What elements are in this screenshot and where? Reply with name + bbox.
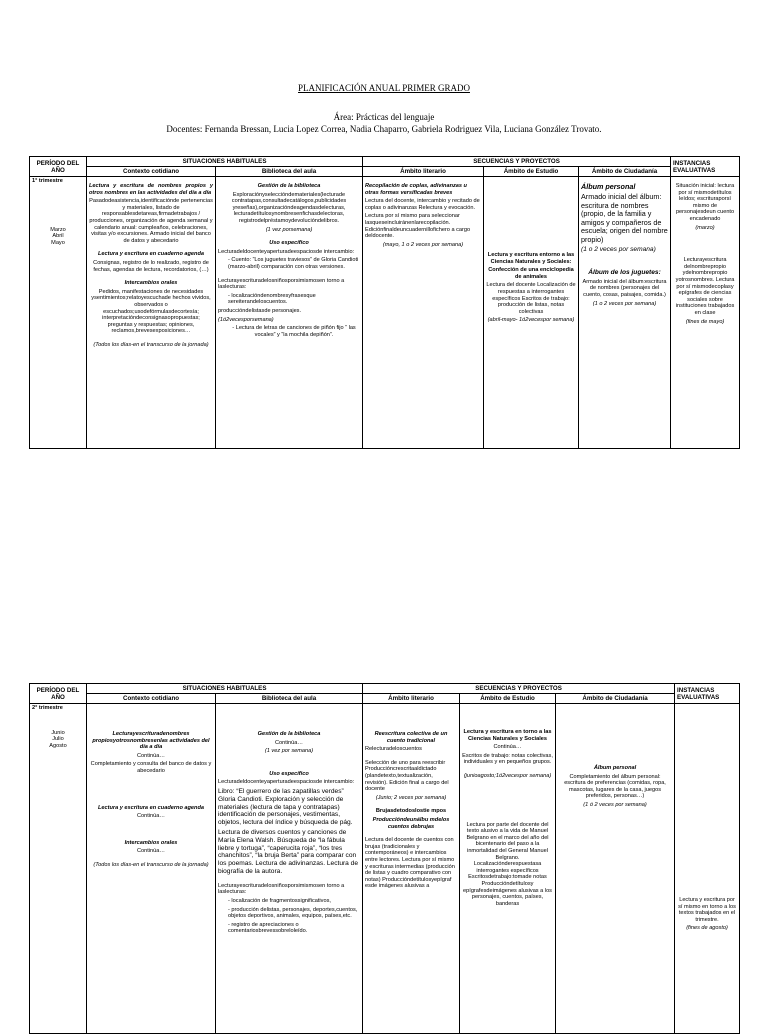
header-situaciones: SITUACIONES HABITUALES: [87, 157, 363, 167]
section-text: Lecturadeldocenteyaperturadeespaciosde intercambio:: [218, 779, 355, 786]
frequency-note: (abril-mayo- 1ó2vecespor semana): [487, 317, 575, 324]
section-heading: Lectura y escritura en cuaderno agenda: [97, 804, 204, 811]
section-heading: Lectura y escritura en torno a las Ciencias Naturales y Sociales: [463, 729, 552, 742]
frequency-note: (1 o 2 veces por semana): [581, 245, 656, 253]
section-heading: Lectura y escritura en cuaderno agenda: [97, 251, 204, 258]
header-periodo: PERÍODO DEL AÑO: [30, 684, 87, 704]
section-text: Relecturadeloscuentos: [365, 746, 422, 753]
plan-table-second-trimester: [29, 683, 740, 1034]
section-heading: Lectura y escritura entorno a las Ciencias Naturales y Sociales:: [487, 252, 575, 265]
section-text: Libro: “El guerrero de las zapatillas verdes” Gloria Candioti. Exploración y selección de materiales (lectura de tapa y contratapas) identificación de personajes, vestimentas, objetos, lectura del índice y búsqueda de pág.: [218, 787, 353, 827]
period-cell: [30, 704, 87, 1034]
section-heading: Intercambios orales: [124, 839, 178, 846]
section-heading: Brujasdetodoslostie mpos: [375, 808, 447, 815]
ciudadania-cell: [556, 704, 675, 1034]
instancias-cell: [675, 704, 740, 1034]
section-heading: Álbum personal: [593, 765, 637, 771]
frequency-note: (1ó2vecesporsemana): [218, 316, 274, 323]
month: Mayo: [51, 239, 65, 246]
header-literario: Ámbito literario: [363, 167, 484, 177]
plan-table-first-trimester: [29, 156, 740, 449]
literario-cell: [363, 177, 484, 449]
header-situaciones: SITUACIONES HABITUALES: [87, 684, 363, 694]
continues-text: Continúa…: [137, 752, 165, 759]
list-item: - Lectura de letras de canciones de piñón fijo “ las vocales” y “la mochila depiñón”.: [218, 325, 360, 338]
frequency-note: (junioagosto;1ó2vecespor semana): [463, 772, 552, 779]
instancias-cell: [671, 177, 740, 449]
list-item: - Cuento: “Los juguetes traviesos” de Gloria Candioti (marzo-abril) comparación con otras versiones.: [218, 257, 360, 270]
month: Agosto: [49, 742, 67, 749]
frequency-note: (Todos los días-en el transcurso de la jornada): [93, 341, 209, 348]
list-item: - registro de apreciaciones o comentariosbrevessobreloleído.: [218, 922, 360, 935]
section-heading: Reescritura colectiva de un cuento tradicional: [374, 731, 448, 744]
header-instancias: INSTANCIAS EVALUATIVAS: [671, 157, 740, 177]
list-item: - localización de fragmentossignificativos,: [218, 898, 360, 905]
section-text: Armado inicial del álbum:escritura de nombres (personajes del cuento, cosas, paisajes, comida.): [582, 278, 667, 298]
frequency-note: (1 vez por semana): [264, 748, 314, 755]
section-heading: Produccióndeunálbu mdelos cuentos debrujas: [372, 816, 450, 830]
frequency-note: (fines de mayo): [685, 318, 725, 325]
section-text: Lectura del docente Localización de respuestas a interrogantes específicos Escritos de trabajo: producción de listas, notas colectivas: [486, 282, 576, 315]
contexto-cell: [87, 704, 216, 1034]
teachers-line: Docentes: Fernanda Bressan, Lucia Lopez Correa, Nadia Chaparro, Gabriela Rodriguez Vila, Luciana González Trovato.: [166, 124, 602, 134]
section-text: Lectura y escritura por sí mismo en torno a los textos trabajados en el trimestre.: [678, 897, 736, 923]
continues-text: Continúa…: [137, 848, 165, 855]
section-text: Pasadodeasistencia,identificaciónde pertenencias y materiales, listado de responsablesdetareas,firmadetrabajos / producciones, organización de agenda semanal y calendario anual: cumpleaños, celebraciones, visitas y/o excursiones. Armado inicial del banco de datos y abecedario: [89, 198, 213, 244]
frequency-note: (1 o 2 veces por semana): [592, 300, 657, 307]
section-text: Completamiento y consulta del banco de datos y abecedario: [90, 761, 212, 774]
header-periodo: PERÍODO DEL AÑO: [30, 157, 87, 177]
biblioteca-cell: [216, 177, 363, 449]
estudio-cell: [484, 177, 579, 449]
header-ciudadania: Ámbito de Ciudadanía: [556, 694, 675, 704]
header-contexto: Contexto cotidiano: [87, 167, 216, 177]
section-heading: Recopilación de coplas, adivinanzas u otras formas versificadas breves: [365, 183, 467, 196]
frequency-note: (1 vez porsemana): [265, 226, 313, 233]
continues-text: Continúa…: [493, 744, 522, 751]
frequency-note: (1 ó 2 veces por semana): [583, 801, 647, 808]
section-text: Lectura del docente de cuentos con brujas (tradicionales y contemporáneos) e intercambios entre lectores. Lectura por sí mismo y escrituras intermedias (producción de listas y cuadro comparativo con notas) Produccióndetítulosyepígraf esde imágenes alusivas a: [365, 837, 455, 890]
frequency-note: (Junio; 2 veces por semana): [375, 794, 447, 801]
section-text: Lecturayescritura delnombrepropio ydelnombrepropio yotrosnombres. Lectura por sí mismodecoplasy epígrafes de ciencias sociales sobre instituciones trabajados en clase: [675, 257, 735, 316]
section-heading: Gestión de la biblioteca: [257, 731, 321, 737]
section-text: Lectura por parte del docente del texto alusivo a la vida de Manuel Belgrano en el marco del año del bicentenario del paso a la inmortalidad del General Manuel Belgrano. Localizaciónderespuestasa interrogantes específicos Escritosdetrabajo:tomade notas Produccióndetítulosy epígrafesdeimágenes alusivas a los personajes, cuentos, países, banderas: [463, 821, 552, 907]
section-heading: Uso específico: [269, 770, 309, 777]
section-text: Lectura de diversos cuentos y canciones de María Elena Walsh. Búsqueda de “la fábula liebre y tortuga”, “caperucita roja”, “los tres chanchitos”, “la bruja Berta” para comparar con los poemas. Lectura de adivinanzas. Lectura de biografía de la autora.: [218, 828, 359, 875]
header-biblioteca: Biblioteca del aula: [216, 167, 363, 177]
section-text: Pedidos, manifestaciones de necesidades ysentimientos;relatoyescuchade hechos vividos, observados o escuchados;usodefórmulasdecortesía; interpretacióndeconsignasopropuestas; preguntas y respuestas; opiniones, reclamos,brevesexposiciones…: [91, 288, 211, 335]
estudio-cell: [460, 704, 556, 1034]
header-instancias: INSTANCIAS EVALUATIVAS: [675, 684, 740, 704]
section-text: Lecturayescrituradelosniñosporsimismosen torno a laslecturas:: [218, 882, 345, 896]
month: Abril: [52, 233, 64, 240]
section-text: Situación inicial: lectura por sí mismodetítulos leídos; escrituraporsí mismo de personajesdeun cuento encadenado: [675, 183, 735, 222]
section-heading: Uso específico: [269, 240, 309, 247]
trimester-label: 1° trimestre: [32, 178, 63, 184]
header-secuencias: SECUENCIAS Y PROYECTOS: [363, 157, 671, 167]
month: Julio: [52, 736, 64, 743]
header-biblioteca: Biblioteca del aula: [216, 694, 363, 704]
biblioteca-cell: [216, 704, 363, 1034]
list-item: - producción delistas, personajes, deportes,cuentos, objetos deportivos, animales, equipos, países,etc.: [218, 907, 360, 920]
section-heading: Confección de una enciclopedia de animales: [488, 267, 574, 280]
continues-text: Continúa…: [275, 739, 303, 746]
section-text: Lectura por sí mismo para seleccionar lasqueseincluiránenlarecopilación. Ediciónfinaldeuncuadernillofichero a cargo deldocente.: [365, 213, 471, 240]
section-text: Escritos de trabajo: notas colectivas, individuales y en pequeños grupos.: [462, 752, 553, 766]
frequency-note: (marzo): [695, 224, 715, 231]
section-text: Selección de uno para reescribir Produccióncrescritaaldictado (plandetexto,textualización, revisión). Edición final a cargo del docente: [365, 759, 449, 793]
month: Junio: [51, 729, 65, 736]
contexto-cell: [87, 177, 216, 449]
period-cell: [30, 177, 87, 449]
ciudadania-cell: [579, 177, 671, 449]
list-item: - localizacióndenombresyfrasesque sereiterandeloscuentos.: [218, 293, 360, 306]
header-ciudadania: Ámbito de Ciudadanía: [579, 167, 671, 177]
trimester-label: 2° trimestre: [32, 705, 63, 711]
header-estudio: Ámbito de Estudio: [484, 167, 579, 177]
area-line: Área: Prácticas del lenguaje: [333, 112, 435, 122]
section-heading: Lecturayescrituradenombres propiosyotrosnombresenlas actividades del día a día: [92, 731, 210, 751]
section-heading: Álbum personal: [581, 182, 636, 191]
header-literario: Ámbito literario: [363, 694, 460, 704]
page-title: [0, 83, 768, 94]
continues-text: Continúa…: [137, 813, 165, 820]
section-text: Armado inicial del álbum: escritura de nombres (propio, de la familia y amigos y compañeros de escuela; origen del nombre propio): [581, 192, 668, 244]
month: Marzo: [50, 226, 66, 233]
section-text: Lectura del docente, intercambio y recitado de coplas o adivinanzas Relectura y evocación.: [365, 198, 480, 211]
literario-cell: [363, 704, 460, 1034]
header-contexto: Contexto cotidiano: [87, 694, 216, 704]
section-text: Lecturayescrituradelosniñosporsimismosen torno a laslecturas:: [218, 277, 345, 291]
section-heading: Álbum de los juguetes:: [588, 269, 661, 277]
section-heading: Gestión de la biblioteca: [257, 183, 321, 189]
section-text: produccióndelistasde personajes.: [218, 307, 302, 314]
frequency-note: (fines de agosto): [686, 925, 728, 932]
section-text: Lecturadeldocenteyaperturadeespaciosde intercambio:: [218, 248, 355, 255]
frequency-note: (mayo, 1 o 2 veces por semana): [382, 241, 464, 248]
section-text: Completamiento del álbum personal: escritura de preferencias (comidas, ropa, mascotas, lugares de la casa, juegos preferidos, personas…): [564, 773, 666, 800]
section-heading: Lectura y escritura de nombres propios y otros nombres en las actividades del día a día: [89, 183, 213, 196]
section-text: Consignas, registro de lo realizado, registro de fechas, agendas de lectura, recordatorios, (…): [93, 259, 209, 273]
header-secuencias: SECUENCIAS Y PROYECTOS: [363, 684, 675, 694]
header-estudio: Ámbito de Estudio: [460, 694, 556, 704]
frequency-note: (Todos los días-en el transcurso de la jornada): [93, 861, 209, 868]
section-heading: Intercambios orales: [124, 280, 178, 287]
section-text: Exploraciónyseleccióndemateriales(lecturade contratapas,consultadecatálogos,publicidades yreseñas),organizacióndeagendasdelecturas, lecturadetítulosynombresenfichasdelectoras, registrodelpréstamoydevolucióndelibros.: [231, 191, 347, 224]
document-title: PLANIFICACIÓN ANUAL PRIMER GRADO: [298, 83, 470, 93]
